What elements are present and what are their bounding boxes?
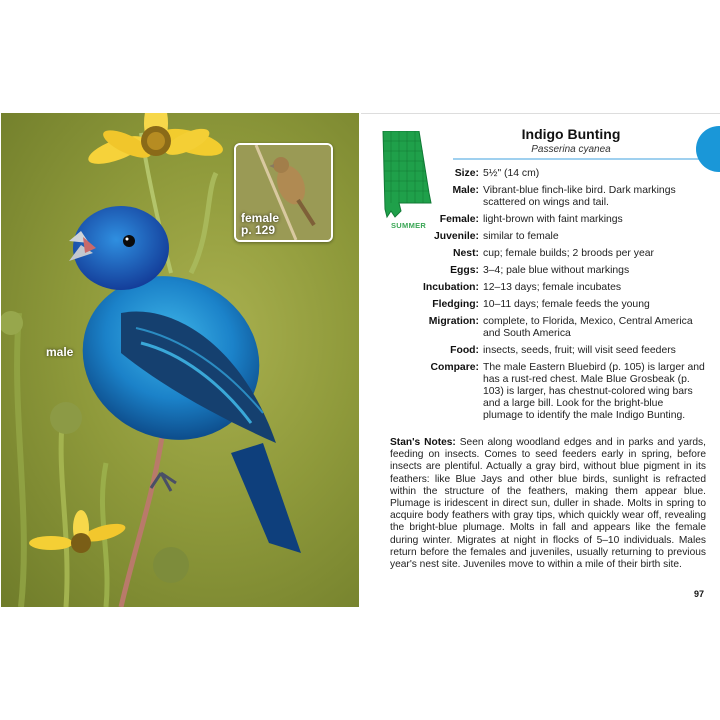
fact-value: cup; female builds; 2 broods per year bbox=[483, 248, 654, 259]
notes-text: Seen along woodland edges and in parks and yards, feeding on insects. Comes to seed feeders early in spring, before insects are plentiful. Actually a gray bird, without blue pigment in its feathers: like Blue Jays and other blue birds, sunlight is refracted within the structure of the feathers, making them appear blue. Plumage is iridescent in direct sun, duller in shade. Molts in spring to acquire body feathers with gray tips, which quickly wear off, revealing the bright-blue plumage. Molts in fall and appears like the female during winter. Migrates at night in flocks of 5–10 individuals. Males return before the females and juveniles, usually returning to previous year's nest site. Juveniles move to within a mile of their birth site. bbox=[390, 437, 706, 571]
fact-row bbox=[383, 248, 705, 260]
notes-label: Stan's Notes: bbox=[390, 437, 456, 448]
fact-row bbox=[383, 282, 705, 294]
inset-label bbox=[241, 212, 279, 236]
fact-row bbox=[383, 265, 705, 277]
fact-label: Nest: bbox=[453, 248, 479, 259]
species-title: Indigo Bunting bbox=[521, 126, 621, 142]
fact-value: Vibrant-blue finch-like bird. Dark markings scattered on wings and tail. bbox=[483, 185, 676, 208]
book-spread bbox=[0, 113, 720, 607]
inset-label-line1: female bbox=[241, 211, 280, 225]
fact-row bbox=[383, 231, 705, 243]
color-tab-marker bbox=[696, 126, 720, 172]
fact-value: 5½" (14 cm) bbox=[483, 168, 540, 179]
fact-label: Size: bbox=[454, 168, 479, 179]
male-label: male bbox=[46, 345, 74, 359]
fact-value: 3–4; pale blue without markings bbox=[483, 265, 630, 276]
fact-value: complete, to Florida, Mexico, Central America and South America bbox=[483, 316, 693, 339]
bird-photo bbox=[1, 113, 359, 607]
fact-label: Incubation: bbox=[423, 282, 479, 293]
facts-list bbox=[383, 168, 705, 427]
inset-label-line2: p. 129 bbox=[241, 223, 276, 237]
fact-value: light-brown with faint markings bbox=[483, 214, 623, 225]
fact-label: Male: bbox=[452, 185, 479, 196]
fact-row bbox=[383, 316, 705, 340]
fact-row bbox=[383, 299, 705, 311]
fact-label: Female: bbox=[439, 214, 479, 225]
fact-label: Fledging: bbox=[432, 299, 479, 310]
fact-value: insects, seeds, fruit; will visit seed feeders bbox=[483, 345, 676, 356]
fact-label: Food: bbox=[450, 345, 479, 356]
stans-notes bbox=[390, 437, 706, 571]
fact-value: 12–13 days; female incubates bbox=[483, 282, 622, 293]
fact-row bbox=[383, 168, 705, 180]
range-season-label: SUMMER bbox=[391, 221, 427, 230]
page-number: 97 bbox=[693, 589, 704, 599]
fact-value: similar to female bbox=[483, 231, 559, 242]
fact-value: 10–11 days; female feeds the young bbox=[483, 299, 650, 310]
species-text-page bbox=[361, 113, 720, 608]
fact-label: Compare: bbox=[430, 362, 479, 373]
fact-row bbox=[383, 214, 705, 226]
fact-value: The male Eastern Bluebird (p. 105) is larger and has a rust-red chest. Male Blue Grosbeak (p. 103) is larger, has chestnut-colored wing bars and a large bill. Look for the bright-blue plumage to identify the male Indigo Bunting. bbox=[483, 362, 705, 421]
fact-row bbox=[383, 185, 705, 209]
female-inset-photo bbox=[234, 143, 333, 242]
fact-row bbox=[383, 362, 705, 422]
fact-label: Eggs: bbox=[450, 265, 479, 276]
species-latin-name: Passerina cyanea bbox=[531, 144, 611, 155]
title-rule bbox=[453, 158, 720, 160]
fact-row bbox=[383, 345, 705, 357]
fact-label: Juvenile: bbox=[433, 231, 479, 242]
fact-label: Migration: bbox=[428, 316, 479, 327]
